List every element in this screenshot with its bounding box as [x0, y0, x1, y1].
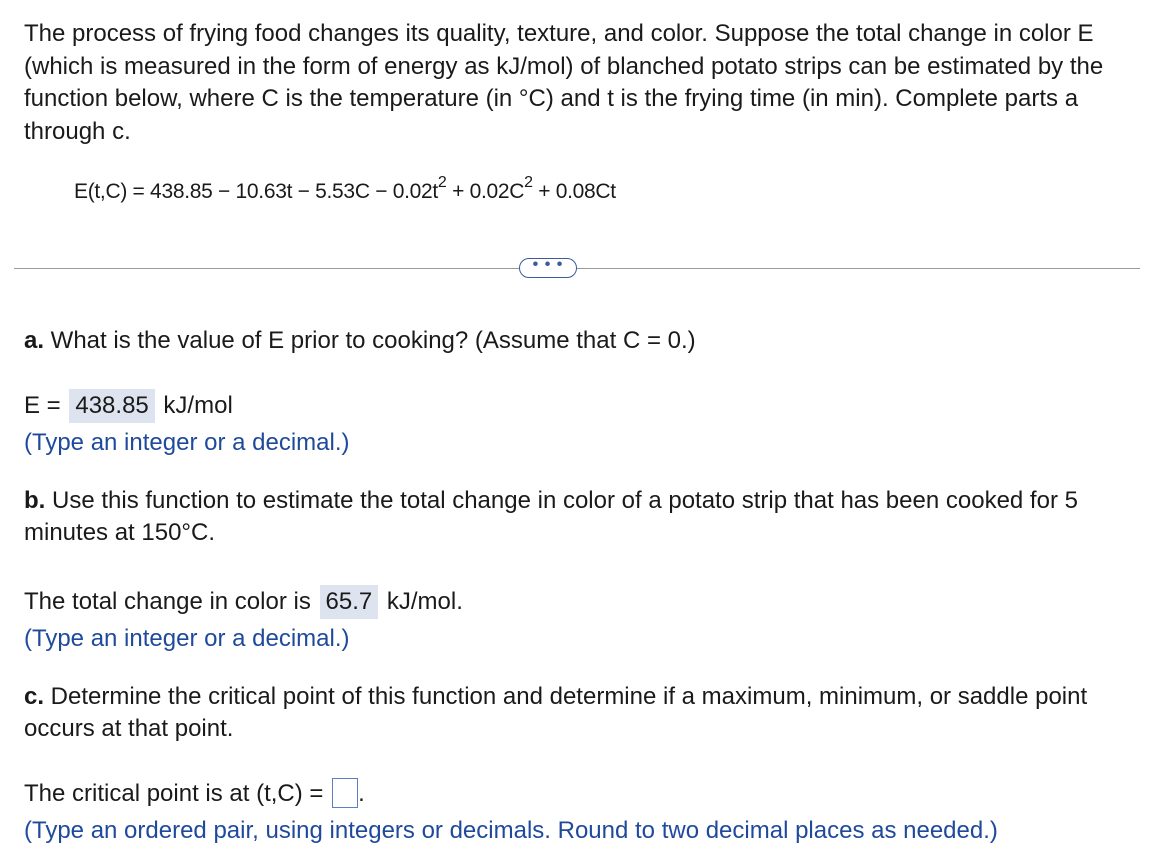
part-c-answer-period: .: [358, 780, 365, 807]
part-c-label: c.: [24, 683, 45, 710]
part-c-text: Determine the critical point of this function and determine if a maximum, minimum, or saddle point occurs at that point.: [24, 683, 1088, 742]
part-b-hint: (Type an integer or a decimal.): [24, 625, 350, 652]
formula-suffix: + 0.08Ct: [532, 180, 616, 203]
part-c-answer-prefix: The critical point is at (t,C) =: [24, 780, 331, 807]
part-b-label: b.: [24, 487, 46, 514]
part-b-question: [24, 485, 1134, 549]
part-c-question: [24, 681, 1134, 745]
part-a-answer-field[interactable]: 438.85: [69, 389, 154, 423]
part-a-answer-unit: kJ/mol: [156, 392, 233, 419]
critical-point-input[interactable]: [332, 778, 358, 808]
part-a-question: [24, 325, 696, 357]
part-a-hint: (Type an integer or a decimal.): [24, 429, 350, 456]
problem-intro: The process of frying food changes its quality, texture, and color. Suppose the total change in color E (which is measured in the form of energy as kJ/mol) of blanched potato strips can be estimated by the function below, where C is the temperature (in °C) and t is the frying time (in min). Complete parts a through c.: [24, 20, 1104, 145]
part-a-label: a.: [24, 327, 45, 354]
formula-prefix: E(t,C) = 438.85 − 10.63t − 5.53C − 0.02t: [74, 180, 438, 203]
part-c-hint: (Type an ordered pair, using integers or decimals. Round to two decimal places as needed.): [24, 817, 998, 844]
section-divider: [14, 268, 1140, 269]
part-b-answer-line: [24, 585, 463, 619]
part-c-answer-line: [24, 778, 365, 810]
part-b-answer-field[interactable]: 65.7: [320, 585, 379, 619]
part-a-answer-line: [24, 389, 233, 423]
formula-exponent-t: 2: [437, 174, 447, 191]
part-a-text: What is the value of E prior to cooking? (Assume that C = 0.): [44, 327, 696, 354]
part-b-text: Use this function to estimate the total change in color of a potato strip that has been cooked for 5 minutes at 150°C.: [24, 487, 1078, 546]
formula-exponent-c: 2: [524, 174, 533, 191]
part-a-answer-prefix: E =: [24, 392, 68, 419]
color-change-formula: [74, 174, 616, 204]
more-button[interactable]: • • •: [519, 258, 577, 278]
part-b-answer-prefix: The total change in color is: [24, 588, 318, 615]
part-b-answer-unit: kJ/mol.: [380, 588, 463, 615]
formula-middle: + 0.02C: [446, 180, 525, 203]
